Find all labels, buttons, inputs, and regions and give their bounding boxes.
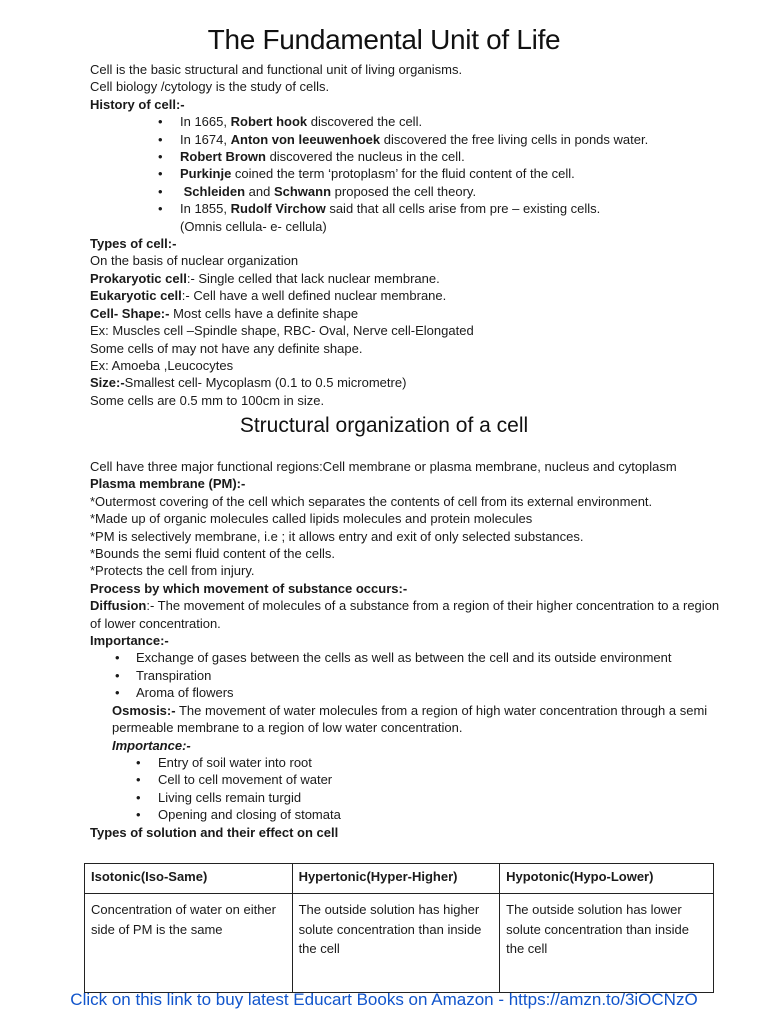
history-list xyxy=(90,113,720,217)
pm-point: *Outermost covering of the cell which separates the contents of cell from its external environment. xyxy=(90,493,653,509)
table-row xyxy=(85,894,714,993)
table-header-cell: Hypotonic(Hypo-Lower) xyxy=(500,864,714,894)
page-title: The Fundamental Unit of Life xyxy=(207,24,561,55)
structure-section xyxy=(90,458,720,841)
importance-item: • Aroma of flowers xyxy=(90,684,720,701)
intro-section xyxy=(90,61,720,409)
shape-example: Ex: Muscles cell –Spindle shape, RBC- Oval, Nerve cell-Elongated xyxy=(90,323,474,339)
history-item: • Robert Brown discovered the nucleus in the cell. xyxy=(90,148,720,165)
history-item: • Purkinje coined the term ‘protoplasm’ for the fluid content of the cell. xyxy=(90,165,720,182)
pm-heading: Plasma membrane (PM):- xyxy=(90,476,246,492)
history-item: • In 1855, Rudolf Virchow said that all cells arise from pre – existing cells. xyxy=(90,200,720,217)
diffusion-importance-list xyxy=(90,649,720,701)
shape-line: Cell- Shape:- Most cells have a definite shape xyxy=(90,305,359,321)
table-cell: The outside solution has higher solute concentration than inside the cell xyxy=(292,894,500,993)
importance-item: • Exchange of gases between the cells as well as between the cell and its outside environment xyxy=(90,649,720,666)
history-item: • In 1665, Robert hook discovered the cell. xyxy=(90,113,720,130)
types-heading: Types of cell:- xyxy=(90,236,177,252)
section-title: Structural organization of a cell xyxy=(239,414,529,437)
importance-item: • Cell to cell movement of water xyxy=(90,771,720,788)
history-note: (Omnis cellula- e- cellula) xyxy=(180,218,327,234)
osmosis-importance-heading: Importance:- xyxy=(112,737,191,753)
table-header-row xyxy=(85,864,714,894)
history-item: • Schleiden and Schwann proposed the cell theory. xyxy=(90,183,720,200)
history-heading: History of cell:- xyxy=(90,96,185,112)
table-cell: Concentration of water on either side of PM is the same xyxy=(85,894,293,993)
solution-heading: Types of solution and their effect on cell xyxy=(90,824,339,840)
importance-item: • Living cells remain turgid xyxy=(90,789,720,806)
table-cell: The outside solution has lower solute concentration than inside the cell xyxy=(500,894,714,993)
pm-point: *PM is selectively membrane, i.e ; it allows entry and exit of only selected substances. xyxy=(90,528,584,544)
importance-heading: Importance:- xyxy=(90,633,169,649)
table-header-cell: Hypertonic(Hyper-Higher) xyxy=(292,864,500,894)
types-basis: On the basis of nuclear organization xyxy=(90,253,299,269)
table-header-cell: Isotonic(Iso-Same) xyxy=(85,864,293,894)
amazon-link[interactable]: Click on this link to buy latest Educart Books on Amazon - https://amzn.to/3iOCNzO xyxy=(70,990,698,1009)
intro-line: Cell is the basic structural and functional unit of living organisms. xyxy=(90,62,463,77)
shape-example: Ex: Amoeba ,Leucocytes xyxy=(90,357,234,373)
importance-item: • Opening and closing of stomata xyxy=(90,806,720,823)
shape-example: Some cells of may not have any definite shape. xyxy=(90,340,363,356)
osmosis-importance-list xyxy=(90,754,720,824)
size-note: Some cells are 0.5 mm to 100cm in size. xyxy=(90,392,325,408)
pm-point: *Bounds the semi fluid content of the cells. xyxy=(90,546,335,562)
intro-line: Cell biology /cytology is the study of cells. xyxy=(90,79,330,95)
importance-item: • Transpiration xyxy=(90,667,720,684)
process-heading: Process by which movement of substance occurs:- xyxy=(90,580,408,596)
pm-point: *Made up of organic molecules called lipids molecules and protein molecules xyxy=(90,511,533,527)
pm-point: *Protects the cell from injury. xyxy=(90,563,255,579)
osmosis-text: Osmosis:- The movement of water molecules from a region of high water concentration through a semi permeable membrane to a region of low water concentration. xyxy=(112,702,708,736)
diffusion-text: Diffusion:- The movement of molecules of a substance from a region of their higher concentration to a region of lower concentration. xyxy=(90,598,720,631)
solution-table xyxy=(84,863,714,993)
size-line: Size:-Smallest cell- Mycoplasm (0.1 to 0.5 micrometre) xyxy=(90,375,407,391)
prokaryotic-line: Prokaryotic cell:- Single celled that lack nuclear membrane. xyxy=(90,270,440,286)
importance-item: • Entry of soil water into root xyxy=(90,754,720,771)
eukaryotic-line: Eukaryotic cell:- Cell have a well defined nuclear membrane. xyxy=(90,288,447,304)
regions-text: Cell have three major functional regions:Cell membrane or plasma membrane, nucleus and cytoplasm xyxy=(90,459,677,474)
history-item: • In 1674, Anton von leeuwenhoek discovered the free living cells in ponds water. xyxy=(90,131,720,148)
